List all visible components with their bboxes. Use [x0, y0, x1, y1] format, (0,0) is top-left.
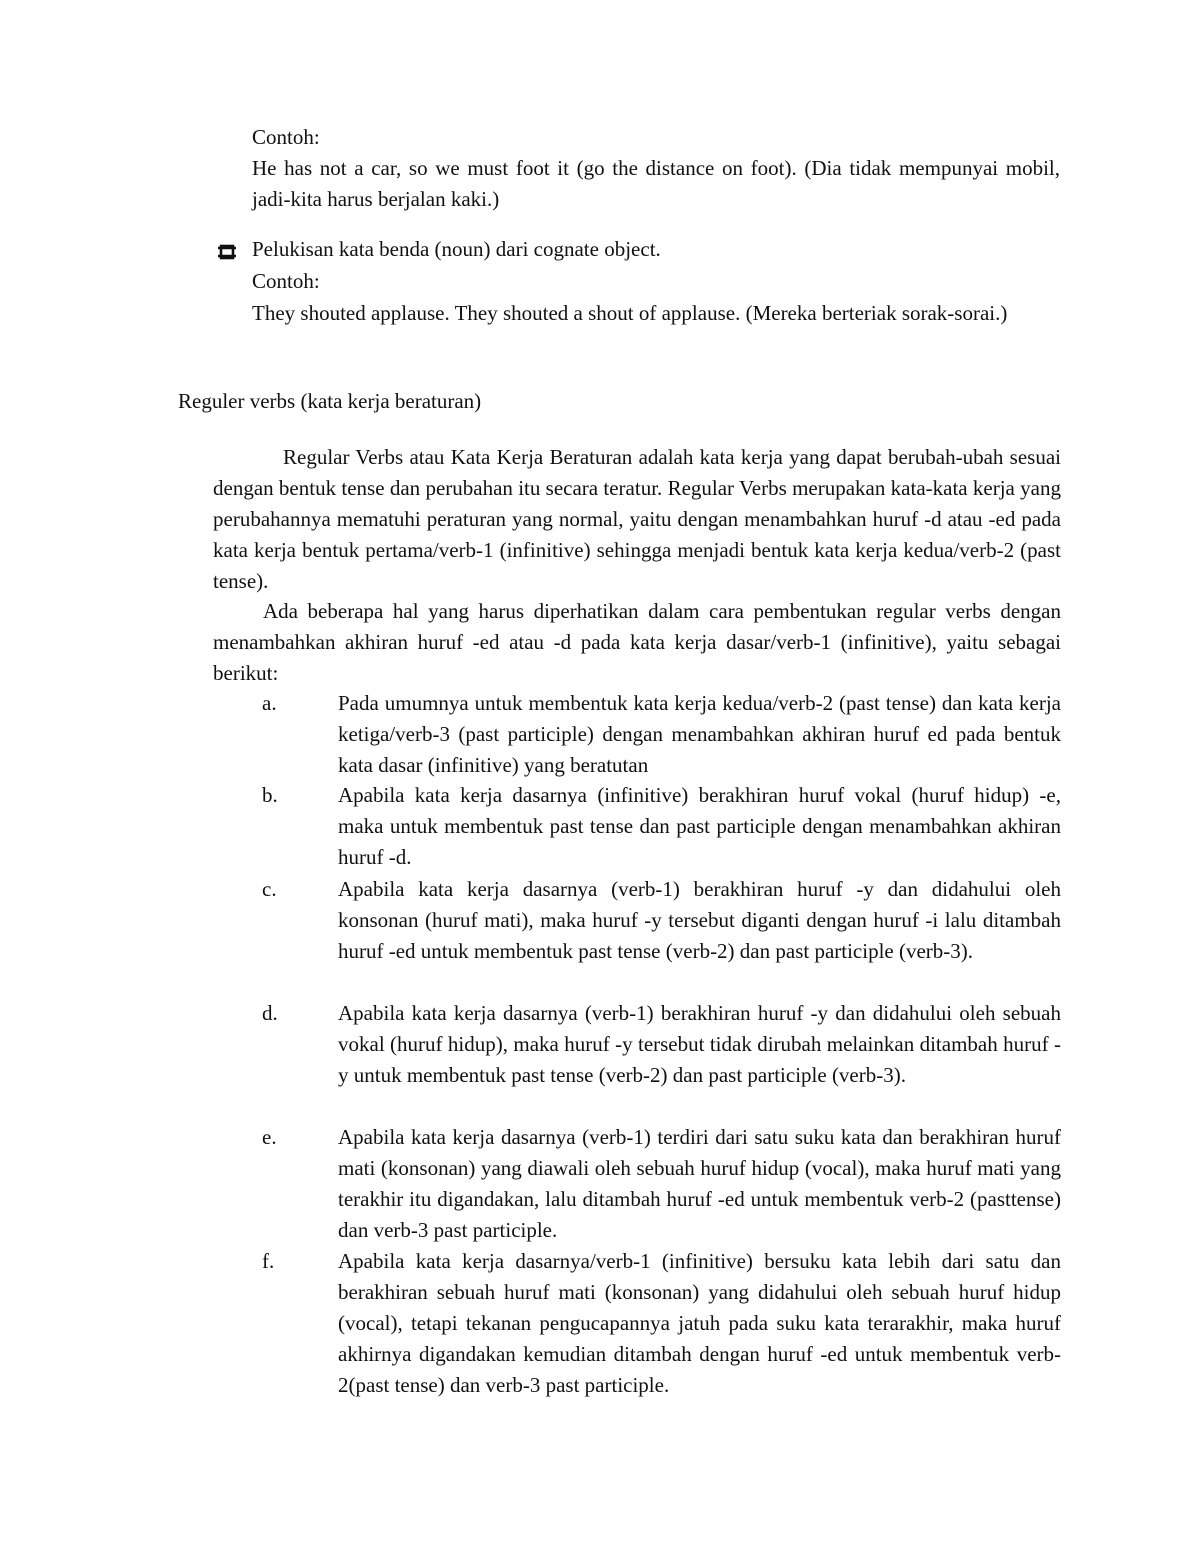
list-item-letter: f.	[262, 1249, 275, 1273]
section-heading: Reguler verbs (kata kerja beraturan)	[178, 389, 482, 413]
example-label: Contoh:	[252, 269, 320, 293]
list-item-text: Apabila kata kerja dasarnya (verb-1) berakhiran huruf -y dan didahului oleh konsonan (huruf mati), maka huruf -y tersebut diganti dengan huruf -i lalu ditambah huruf -ed untuk membentuk past tense (verb-2) dan past participle (verb-3).	[338, 877, 1061, 963]
example-sentence: They shouted applause. They shouted a shout of applause. (Mereka berteriak sorak-sorai.)	[252, 301, 1008, 325]
list-item-letter: a.	[262, 691, 277, 715]
list-item-letter: c.	[262, 877, 277, 901]
bullet-heading: Pelukisan kata benda (noun) dari cognate object.	[252, 237, 661, 261]
list-item-text: Apabila kata kerja dasarnya/verb-1 (infinitive) bersuku kata lebih dari satu dan berakhiran sebuah huruf mati (konsonan) yang didahului oleh sebuah huruf hidup (vocal), tetapi tekanan pengucapannya jatuh pada suku kata terarakhir, maka huruf akhirnya digandakan kemudian ditambah dengan huruf -ed untuk membentuk verb-2(past tense) dan verb-3 past participle.	[338, 1249, 1061, 1397]
example-label: Contoh:	[252, 125, 320, 149]
paragraph: Regular Verbs atau Kata Kerja Beraturan adalah kata kerja yang dapat berubah-ubah sesuai dengan bentuk tense dan perubahan itu secara teratur. Regular Verbs merupakan kata-kata kerja yang perubahannya mematuhi peraturan yang normal, yaitu dengan menambahkan huruf -d atau -ed pada kata kerja bentuk pertama/verb-1 (infinitive) sehingga menjadi bentuk kata kerja kedua/verb-2 (past tense).	[213, 445, 1061, 593]
square-bullet-icon	[218, 243, 236, 261]
list-item-letter: d.	[262, 1001, 278, 1025]
list-item-text: Pada umumnya untuk membentuk kata kerja kedua/verb-2 (past tense) dan kata kerja ketiga/verb-3 (past participle) dengan menambahkan akhiran huruf ed pada bentuk kata dasar (infinitive) yang beratutan	[338, 691, 1061, 777]
list-item-letter: b.	[262, 783, 278, 807]
list-item-text: Apabila kata kerja dasarnya (verb-1) berakhiran huruf -y dan didahului oleh sebuah vokal (huruf hidup), maka huruf -y tersebut tidak dirubah melainkan ditambah huruf -y untuk membentuk past tense (verb-2) dan past participle (verb-3).	[338, 1001, 1061, 1087]
example-sentence: He has not a car, so we must foot it (go the distance on foot). (Dia tidak mempunyai mobil, jadi-kita harus berjalan kaki.)	[252, 156, 1060, 211]
list-item-text: Apabila kata kerja dasarnya (infinitive) berakhiran huruf vokal (huruf hidup) -e, maka untuk membentuk past tense dan past participle dengan menambahkan akhiran huruf -d.	[338, 783, 1061, 869]
list-item-letter: e.	[262, 1125, 277, 1149]
paragraph: Ada beberapa hal yang harus diperhatikan dalam cara pembentukan regular verbs dengan menambahkan akhiran huruf -ed atau -d pada kata kerja dasar/verb-1 (infinitive), yaitu sebagai berikut:	[213, 599, 1061, 685]
list-item-text: Apabila kata kerja dasarnya (verb-1) terdiri dari satu suku kata dan berakhiran huruf mati (konsonan) yang diawali oleh sebuah huruf hidup (vocal), maka huruf mati yang terakhir itu digandakan, lalu ditambah huruf -ed untuk membentuk verb-2 (pasttense) dan verb-3 past participle.	[338, 1125, 1061, 1242]
